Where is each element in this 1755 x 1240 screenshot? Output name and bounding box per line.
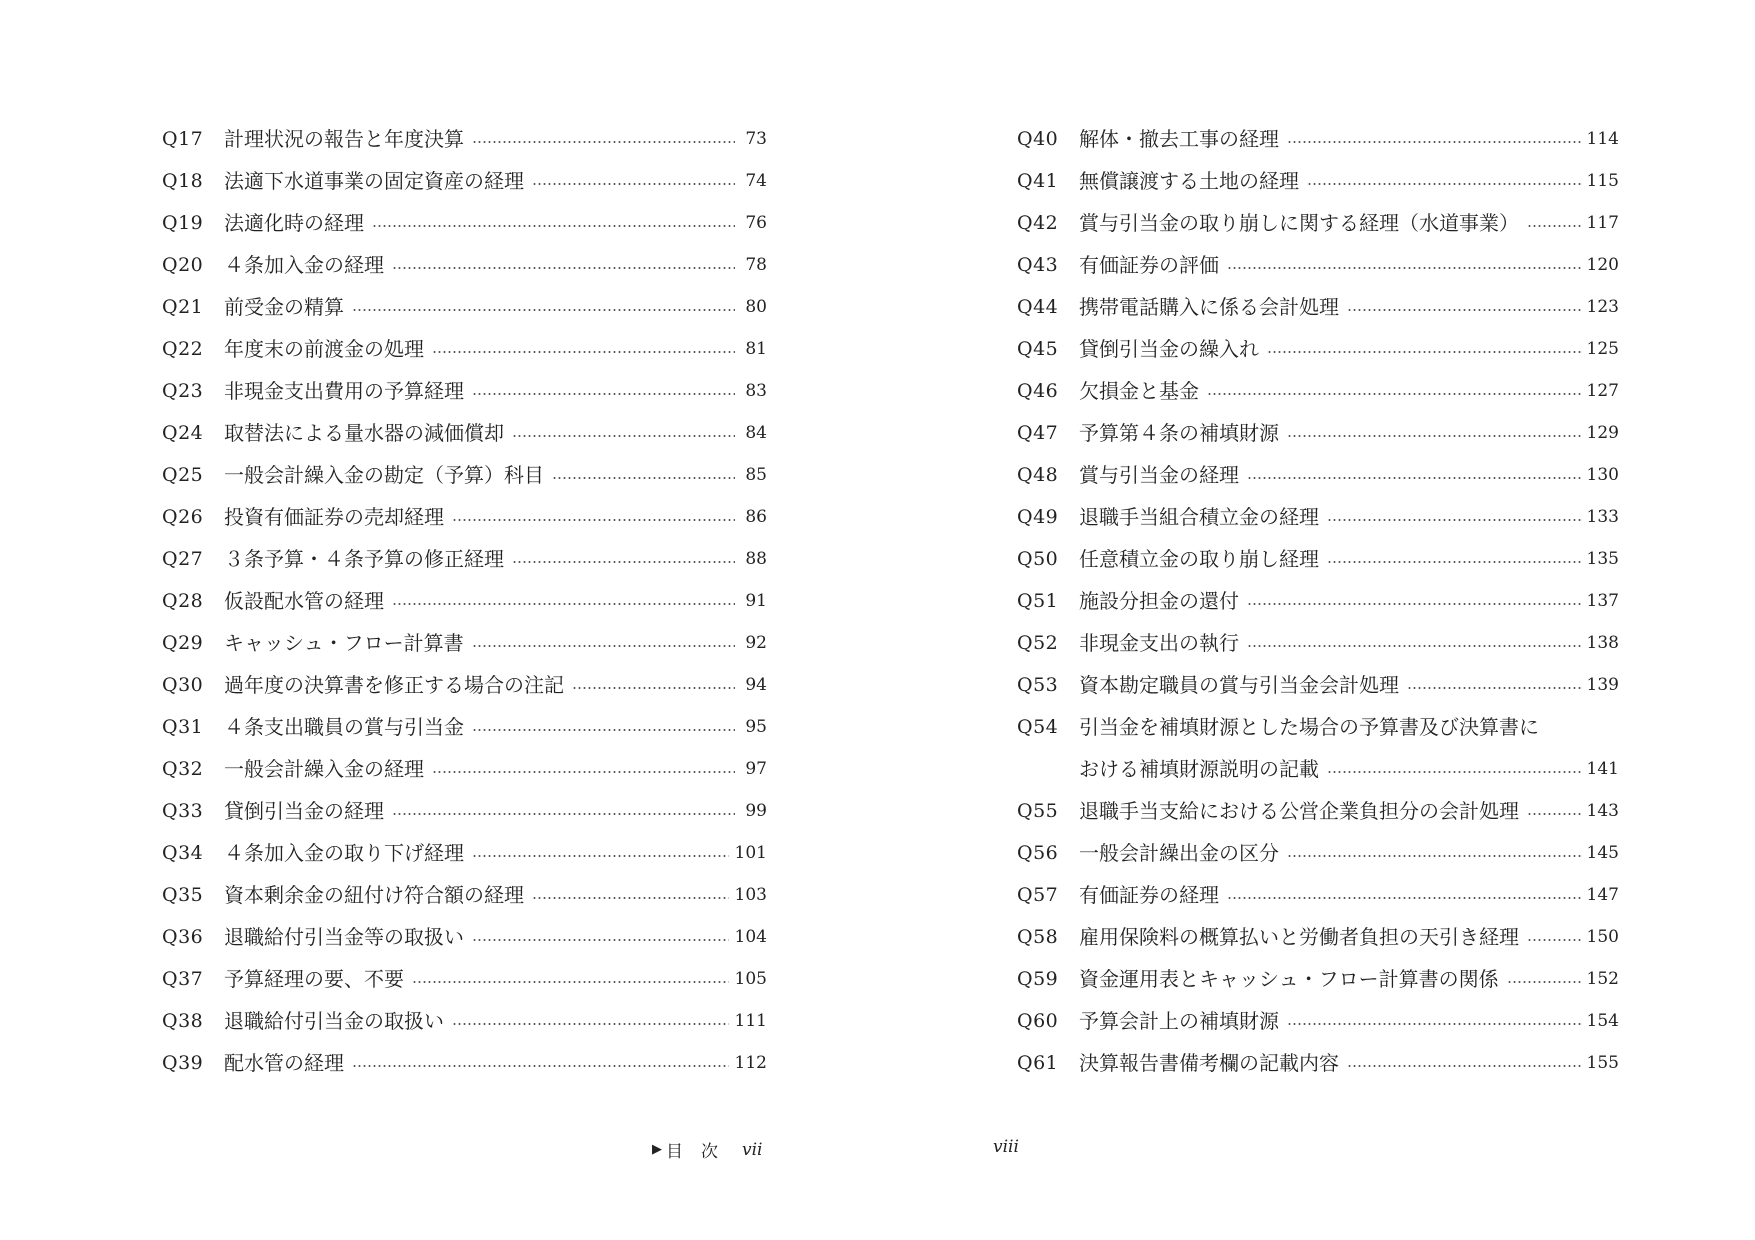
- toc-entry-number: Q34: [162, 841, 204, 864]
- toc-entry-title: 仮設配水管の経理: [224, 589, 384, 613]
- toc-entry-number: Q44: [1017, 295, 1059, 318]
- toc-entry-page: 95: [745, 716, 767, 737]
- toc-entry-number: Q20: [162, 253, 204, 276]
- toc-entry-title: ４条加入金の取り下げ経理: [224, 841, 464, 865]
- toc-entry-page: 115: [1586, 170, 1619, 191]
- toc-entry[interactable]: [1017, 958, 1619, 1000]
- toc-leader-dots: [392, 603, 735, 605]
- toc-entry-title: 携帯電話購入に係る会計処理: [1079, 295, 1339, 319]
- toc-entry-number: Q45: [1017, 337, 1059, 360]
- toc-entry-title: 資本剰余金の紐付け符合額の経理: [224, 883, 524, 907]
- toc-leader-dots: [1247, 645, 1581, 647]
- toc-left-column: [162, 118, 767, 1084]
- toc-leader-dots: [1407, 687, 1581, 689]
- toc-entry-page: 84: [745, 422, 767, 443]
- toc-entry[interactable]: [1017, 832, 1619, 874]
- toc-entry-page: 152: [1586, 968, 1619, 989]
- toc-entry-title: 一般会計繰出金の区分: [1079, 841, 1279, 865]
- toc-right-column: [1017, 118, 1619, 1084]
- toc-entry-number: Q40: [1017, 127, 1059, 150]
- toc-entry-number: Q32: [162, 757, 204, 780]
- toc-entry-page: 81: [745, 338, 767, 359]
- toc-entry[interactable]: [162, 496, 767, 538]
- toc-entry[interactable]: [162, 832, 767, 874]
- toc-entry[interactable]: [1017, 1042, 1619, 1084]
- toc-entry-page: 125: [1586, 338, 1619, 359]
- toc-entry-title: 貸倒引当金の繰入れ: [1079, 337, 1259, 361]
- toc-entry-number: Q30: [162, 673, 204, 696]
- toc-leader-dots: [1527, 813, 1581, 815]
- toc-entry-number: Q43: [1017, 253, 1059, 276]
- toc-entry-title: 法適下水道事業の固定資産の経理: [224, 169, 524, 193]
- toc-leader-dots: [1227, 897, 1581, 899]
- toc-entry-page: 101: [734, 842, 767, 863]
- toc-entry-number: Q56: [1017, 841, 1059, 864]
- footer-page-number-right: viii: [993, 1137, 1019, 1157]
- toc-entry[interactable]: [162, 790, 767, 832]
- toc-entry-number: Q58: [1017, 925, 1059, 948]
- toc-entry-number: Q42: [1017, 211, 1059, 234]
- toc-leader-dots: [452, 519, 735, 521]
- toc-entry-page: 112: [734, 1052, 767, 1073]
- toc-entry-number: Q25: [162, 463, 204, 486]
- toc-entry-number: Q36: [162, 925, 204, 948]
- toc-entry-title: 無償譲渡する土地の経理: [1079, 169, 1299, 193]
- toc-entry[interactable]: [1017, 370, 1619, 412]
- toc-entry-number: Q46: [1017, 379, 1059, 402]
- toc-entry[interactable]: [162, 874, 767, 916]
- toc-entry-title: 一般会計繰入金の経理: [224, 757, 424, 781]
- toc-entry-number: Q37: [162, 967, 204, 990]
- toc-leader-dots: [432, 771, 735, 773]
- toc-leader-dots: [512, 561, 735, 563]
- toc-entry-page: 120: [1586, 254, 1619, 275]
- toc-entry-page: 135: [1586, 548, 1619, 569]
- toc-entry-number: Q39: [162, 1051, 204, 1074]
- toc-leader-dots: [452, 1023, 729, 1025]
- toc-leader-dots: [352, 309, 735, 311]
- toc-leader-dots: [1287, 1023, 1581, 1025]
- toc-entry-number: Q53: [1017, 673, 1059, 696]
- toc-entry-page: 78: [745, 254, 767, 275]
- toc-entry[interactable]: [162, 286, 767, 328]
- toc-entry-number: Q57: [1017, 883, 1059, 906]
- toc-leader-dots: [1207, 393, 1581, 395]
- toc-entry-page: 117: [1586, 212, 1619, 233]
- toc-entry[interactable]: [162, 706, 767, 748]
- toc-entry-title: 予算会計上の補填財源: [1079, 1009, 1279, 1033]
- toc-entry[interactable]: [1017, 874, 1619, 916]
- toc-entry-number: Q51: [1017, 589, 1059, 612]
- toc-entry[interactable]: [1017, 118, 1619, 160]
- toc-leader-dots: [1227, 267, 1581, 269]
- toc-entry[interactable]: [162, 916, 767, 958]
- toc-leader-dots: [552, 477, 735, 479]
- toc-entry-number: Q26: [162, 505, 204, 528]
- toc-entry[interactable]: [1017, 328, 1619, 370]
- toc-entry-number: Q50: [1017, 547, 1059, 570]
- toc-entry[interactable]: [1017, 244, 1619, 286]
- toc-entry[interactable]: [162, 748, 767, 790]
- toc-entry-number: Q23: [162, 379, 204, 402]
- toc-entry-title: 退職手当支給における公営企業負担分の会計処理: [1079, 799, 1519, 823]
- toc-entry[interactable]: [162, 958, 767, 1000]
- toc-entry-title: 投資有価証券の売却経理: [224, 505, 444, 529]
- toc-entry[interactable]: [162, 244, 767, 286]
- toc-entry[interactable]: [1017, 538, 1619, 580]
- toc-entry[interactable]: [162, 118, 767, 160]
- toc-entry-page: 114: [1586, 128, 1619, 149]
- toc-leader-dots: [1547, 729, 1587, 731]
- toc-entry-number: Q48: [1017, 463, 1059, 486]
- toc-entry-page: 147: [1586, 884, 1619, 905]
- toc-leader-dots: [532, 897, 729, 899]
- toc-entry-title: 法適化時の経理: [224, 211, 364, 235]
- toc-entry-title: 資金運用表とキャッシュ・フロー計算書の関係: [1079, 967, 1499, 991]
- toc-entry-page: 139: [1586, 674, 1619, 695]
- toc-entry[interactable]: [1017, 706, 1619, 748]
- toc-leader-dots: [1327, 519, 1581, 521]
- toc-entry-number: Q19: [162, 211, 204, 234]
- toc-entry-number: Q31: [162, 715, 204, 738]
- toc-entry-page: 104: [734, 926, 767, 947]
- toc-entry[interactable]: [162, 454, 767, 496]
- toc-entry-title: 欠損金と基金: [1079, 379, 1199, 403]
- toc-entry-page: 138: [1586, 632, 1619, 653]
- toc-leader-dots: [572, 687, 735, 689]
- toc-entry-page: 92: [745, 632, 767, 653]
- toc-entry-title: 資本勘定職員の賞与引当金会計処理: [1079, 673, 1399, 697]
- toc-entry[interactable]: [1017, 160, 1619, 202]
- toc-entry-title: 年度末の前渡金の処理: [224, 337, 424, 361]
- toc-leader-dots: [472, 729, 735, 731]
- toc-entry-number: Q22: [162, 337, 204, 360]
- toc-entry-title: 取替法による量水器の減価償却: [224, 421, 504, 445]
- toc-entry[interactable]: [162, 370, 767, 412]
- toc-entry-page: 80: [745, 296, 767, 317]
- toc-leader-dots: [472, 141, 735, 143]
- toc-entry-title: 予算第４条の補填財源: [1079, 421, 1279, 445]
- toc-entry-number: Q24: [162, 421, 204, 444]
- toc-leader-dots: [392, 267, 735, 269]
- toc-entry-title: おける補填財源説明の記載: [1079, 757, 1319, 781]
- toc-entry-title: ４条支出職員の賞与引当金: [224, 715, 464, 739]
- toc-entry-number: Q17: [162, 127, 204, 150]
- toc-entry-title: 貸倒引当金の経理: [224, 799, 384, 823]
- toc-entry-title: 一般会計繰入金の勘定（予算）科目: [224, 463, 544, 487]
- toc-leader-dots: [1247, 603, 1581, 605]
- toc-entry-title: 雇用保険料の概算払いと労働者負担の天引き経理: [1079, 925, 1519, 949]
- toc-leader-dots: [1507, 981, 1581, 983]
- toc-entry-page: 86: [745, 506, 767, 527]
- toc-entry[interactable]: [1017, 454, 1619, 496]
- toc-leader-dots: [1527, 939, 1581, 941]
- toc-entry-title: 退職給付引当金の取扱い: [224, 1009, 444, 1033]
- toc-entry[interactable]: [162, 622, 767, 664]
- toc-entry[interactable]: [1017, 790, 1619, 832]
- toc-entry-number: Q52: [1017, 631, 1059, 654]
- toc-entry-page: 85: [745, 464, 767, 485]
- toc-entry-page: 145: [1586, 842, 1619, 863]
- toc-entry-number: Q55: [1017, 799, 1059, 822]
- toc-entry-page: 130: [1586, 464, 1619, 485]
- toc-entry-title: 退職手当組合積立金の経理: [1079, 505, 1319, 529]
- toc-entry[interactable]: [1017, 412, 1619, 454]
- toc-entry-page: 73: [745, 128, 767, 149]
- toc-entry[interactable]: [1017, 1000, 1619, 1042]
- toc-leader-dots: [1307, 183, 1581, 185]
- toc-leader-dots: [472, 393, 735, 395]
- toc-entry[interactable]: [162, 160, 767, 202]
- toc-entry-number: Q61: [1017, 1051, 1059, 1074]
- toc-entry-number: Q29: [162, 631, 204, 654]
- toc-entry-page: 91: [745, 590, 767, 611]
- toc-entry-page: 155: [1586, 1052, 1619, 1073]
- toc-entry-title: キャッシュ・フロー計算書: [224, 631, 464, 655]
- toc-entry-page: 103: [734, 884, 767, 905]
- toc-leader-dots: [1287, 435, 1581, 437]
- toc-entry-number: Q28: [162, 589, 204, 612]
- toc-entry[interactable]: [1017, 496, 1619, 538]
- footer-section-label: 目次: [666, 1142, 736, 1162]
- toc-leader-dots: [1267, 351, 1581, 353]
- toc-entry-title: 前受金の精算: [224, 295, 344, 319]
- toc-entry-title: 非現金支出費用の予算経理: [224, 379, 464, 403]
- footer-page-number-left: vii: [742, 1139, 763, 1160]
- toc-entry-title: 賞与引当金の経理: [1079, 463, 1239, 487]
- toc-entry-number: Q18: [162, 169, 204, 192]
- toc-entry-number: Q35: [162, 883, 204, 906]
- toc-leader-dots: [1527, 225, 1581, 227]
- toc-entry-title: 退職給付引当金等の取扱い: [224, 925, 464, 949]
- toc-entry-title: 計理状況の報告と年度決算: [224, 127, 464, 151]
- toc-entry-title: 任意積立金の取り崩し経理: [1079, 547, 1319, 571]
- toc-entry[interactable]: [162, 580, 767, 622]
- toc-entry[interactable]: [162, 538, 767, 580]
- toc-entry-page: 97: [745, 758, 767, 779]
- toc-leader-dots: [472, 939, 729, 941]
- toc-leader-dots: [1287, 855, 1581, 857]
- toc-leader-dots: [532, 183, 735, 185]
- toc-entry[interactable]: [1017, 748, 1619, 790]
- toc-entry-number: Q59: [1017, 967, 1059, 990]
- toc-entry-title: 決算報告書備考欄の記載内容: [1079, 1051, 1339, 1075]
- toc-entry-number: Q27: [162, 547, 204, 570]
- toc-entry[interactable]: [1017, 622, 1619, 664]
- toc-entry-page: 129: [1586, 422, 1619, 443]
- toc-leader-dots: [1347, 1065, 1581, 1067]
- toc-leader-dots: [372, 225, 735, 227]
- toc-entry-title: 賞与引当金の取り崩しに関する経理（水道事業）: [1079, 211, 1519, 235]
- toc-leader-dots: [1247, 477, 1581, 479]
- toc-leader-dots: [1287, 141, 1581, 143]
- toc-entry-page: 111: [734, 1010, 767, 1031]
- toc-entry[interactable]: [162, 1042, 767, 1084]
- toc-entry-number: Q38: [162, 1009, 204, 1032]
- toc-entry[interactable]: [162, 202, 767, 244]
- triangle-right-icon: ▶: [652, 1142, 662, 1157]
- toc-leader-dots: [1327, 771, 1581, 773]
- toc-entry-page: 76: [745, 212, 767, 233]
- toc-leader-dots: [1327, 561, 1581, 563]
- toc-entry[interactable]: [1017, 286, 1619, 328]
- toc-entry[interactable]: [1017, 664, 1619, 706]
- toc-entry-page: 94: [745, 674, 767, 695]
- toc-entry[interactable]: [162, 664, 767, 706]
- toc-entry-number: Q49: [1017, 505, 1059, 528]
- toc-entry[interactable]: [1017, 916, 1619, 958]
- toc-leader-dots: [1347, 309, 1581, 311]
- toc-entry-number: Q54: [1017, 715, 1059, 738]
- toc-entry-title: 引当金を補填財源とした場合の予算書及び決算書に: [1079, 715, 1539, 739]
- toc-entry-title: 予算経理の要、不要: [224, 967, 404, 991]
- toc-entry-title: ３条予算・４条予算の修正経理: [224, 547, 504, 571]
- toc-entry-page: 88: [745, 548, 767, 569]
- toc-entry-page: 143: [1586, 800, 1619, 821]
- toc-entry-number: Q60: [1017, 1009, 1059, 1032]
- toc-entry-title: 過年度の決算書を修正する場合の注記: [224, 673, 564, 697]
- toc-entry-number: Q47: [1017, 421, 1059, 444]
- toc-entry-page: 127: [1586, 380, 1619, 401]
- toc-entry-page: 150: [1586, 926, 1619, 947]
- toc-entry-page: 83: [745, 380, 767, 401]
- toc-leader-dots: [352, 1065, 729, 1067]
- footer-left: [652, 1137, 762, 1162]
- toc-entry-page: 154: [1586, 1010, 1619, 1031]
- toc-entry-title: 配水管の経理: [224, 1051, 344, 1075]
- toc-entry-number: Q41: [1017, 169, 1059, 192]
- toc-leader-dots: [412, 981, 729, 983]
- toc-entry-title: 有価証券の経理: [1079, 883, 1219, 907]
- toc-entry-page: 141: [1586, 758, 1619, 779]
- toc-entry-title: 解体・撤去工事の経理: [1079, 127, 1279, 151]
- toc-entry[interactable]: [1017, 202, 1619, 244]
- toc-entry-number: Q21: [162, 295, 204, 318]
- toc-entry-page: 133: [1586, 506, 1619, 527]
- toc-leader-dots: [392, 813, 735, 815]
- toc-leader-dots: [472, 855, 729, 857]
- toc-entry-page: 99: [745, 800, 767, 821]
- toc-entry-page: 137: [1586, 590, 1619, 611]
- toc-entry[interactable]: [162, 1000, 767, 1042]
- toc-leader-dots: [512, 435, 735, 437]
- toc-entry[interactable]: [162, 412, 767, 454]
- toc-entry[interactable]: [162, 328, 767, 370]
- toc-leader-dots: [432, 351, 735, 353]
- toc-entry-number: Q33: [162, 799, 204, 822]
- toc-entry-title: 施設分担金の還付: [1079, 589, 1239, 613]
- toc-entry-title: ４条加入金の経理: [224, 253, 384, 277]
- toc-entry-page: 74: [745, 170, 767, 191]
- toc-entry-title: 有価証券の評価: [1079, 253, 1219, 277]
- toc-entry[interactable]: [1017, 580, 1619, 622]
- toc-leader-dots: [472, 645, 735, 647]
- toc-entry-page: 105: [734, 968, 767, 989]
- toc-entry-title: 非現金支出の執行: [1079, 631, 1239, 655]
- toc-entry-page: 123: [1586, 296, 1619, 317]
